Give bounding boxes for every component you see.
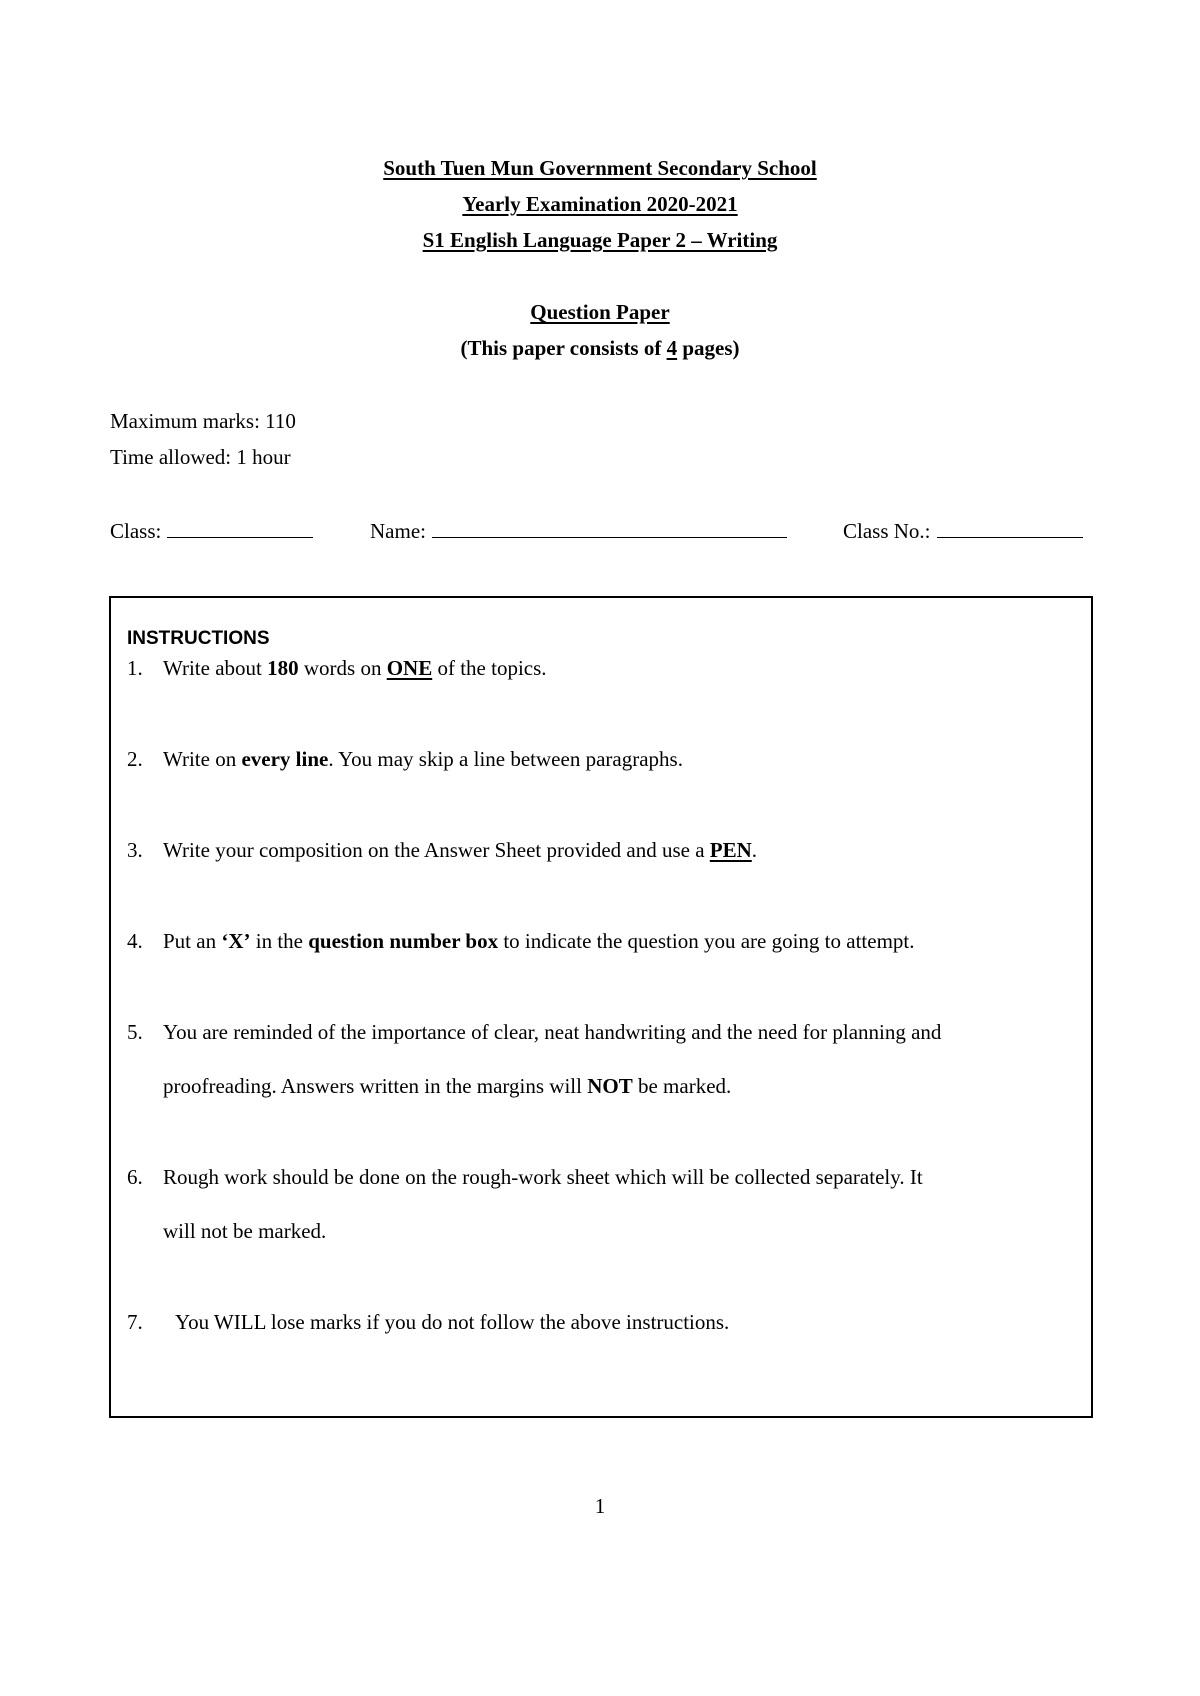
question-paper-heading <box>0 294 1200 366</box>
instruction-item-6: 6. Rough work should be done on the rough-work sheet which will be collected separately. It will not be marked. <box>127 1165 923 1243</box>
paper-title: S1 English Language Paper 2 – Writing <box>422 228 778 252</box>
class-no-label: Class No.: <box>843 519 931 543</box>
instruction-item-7: 7. You WILL lose marks if you do not follow the above instructions. <box>127 1310 730 1334</box>
class-no-blank-line[interactable] <box>937 517 1083 538</box>
instruction-item-4: 4. Put an ‘X’ in the question number box to indicate the question you are going to attempt. <box>127 929 915 953</box>
instructions-title: INSTRUCTIONS <box>127 628 270 649</box>
exam-header <box>0 150 1200 258</box>
name-field[interactable] <box>370 516 787 546</box>
class-label: Class: <box>110 519 162 543</box>
page-count-suffix: pages) <box>677 336 740 360</box>
maximum-marks: Maximum marks: 110 <box>110 409 296 433</box>
name-blank-line[interactable] <box>432 517 787 538</box>
page-number: 1 <box>594 1494 606 1518</box>
exam-meta <box>110 403 296 475</box>
instruction-item-2: 2. Write on every line. You may skip a line between paragraphs. <box>127 747 683 771</box>
page-count-prefix: (This paper consists of <box>460 336 667 360</box>
class-no-field[interactable] <box>843 516 1083 546</box>
instruction-item-3: 3. Write your composition on the Answer Sheet provided and use a PEN. <box>127 838 758 862</box>
page-count-number: 4 <box>666 336 678 360</box>
page-count-note <box>0 330 1200 366</box>
question-paper-title: Question Paper <box>530 300 670 324</box>
exam-title: Yearly Examination 2020-2021 <box>462 192 738 216</box>
time-allowed: Time allowed: 1 hour <box>110 445 291 469</box>
instruction-item-5: 5. You are reminded of the importance of clear, neat handwriting and the need for planning and proofreading. Answers written in the margins will NOT be marked. <box>127 1020 942 1098</box>
school-name: South Tuen Mun Government Secondary School <box>383 156 817 180</box>
class-blank-line[interactable] <box>167 517 313 538</box>
class-field[interactable] <box>110 516 313 546</box>
instructions-box <box>109 596 1093 1418</box>
name-label: Name: <box>370 519 426 543</box>
instruction-item-1: 1. Write about 180 words on ONE of the topics. <box>127 656 547 680</box>
